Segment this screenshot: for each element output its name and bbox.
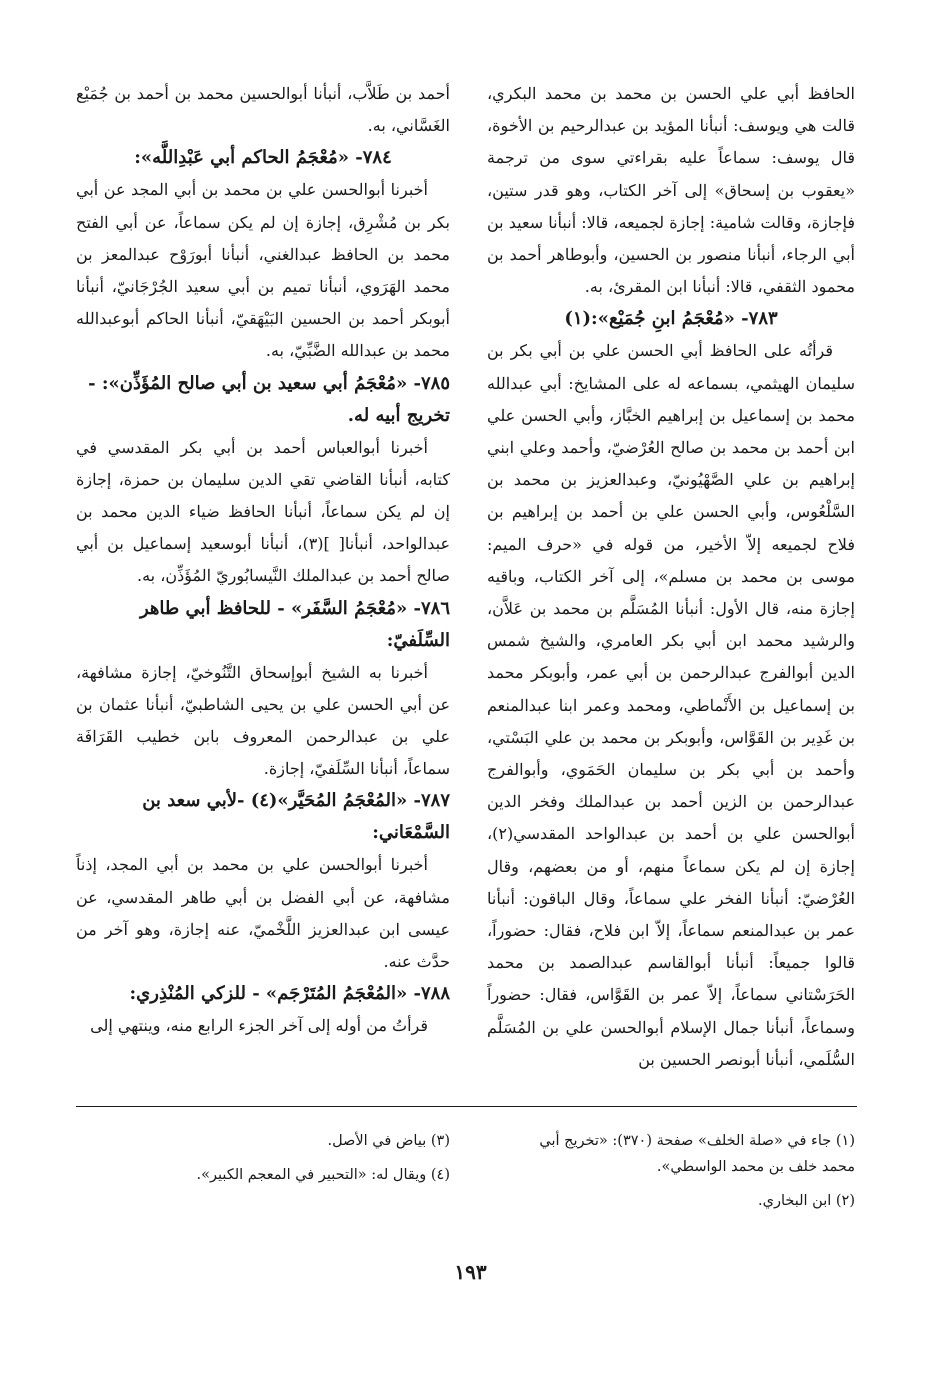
footnote-3: (٣) بياض في الأصل. (327, 1133, 450, 1149)
right-column (487, 78, 855, 1076)
entry-heading-787: ٧٨٧- «المُعْجَمُ المُحَيَّر»(٤) -لأبي سعد بن السَّمْعَاني: (142, 790, 450, 844)
footnote-4: (٤) ويقال له: «التحبير في المعجم الكبير». (196, 1167, 450, 1183)
entry-heading-786: ٧٨٦- «مُعْجَمُ السَّفَر» - للحافظ أبي طاهر السِّلَفيّ: (139, 597, 450, 651)
page-number: ١٩٣ (454, 1260, 487, 1284)
entry-heading-784: ٧٨٤- «مُعْجَمُ الحاكم أبي عَبْدِاللَّه»: (134, 147, 392, 169)
entry-heading-788: ٧٨٨- «المُعْجَمُ المُتَرْجَم» - للزكي المُنْذِري: (129, 983, 450, 1005)
paragraph: أحمد بن طَلاَّب، أنبأنا أبوالحسين محمد بن أحمد بن جُمَيْع الغَسَّاني، به. (76, 84, 450, 136)
paragraph: أخبرنا أبوالعباس أحمد بن أبي بكر المقدسي في كتابه، أنبأنا القاضي تقي الدين سليمان بن حمزة، إجازة إن لم يكن سماعاً، أنبأنا الحافظ ضياء الدين محمد بن عبدالواحد، أنبأنا[ ](٣)، أنبأنا أبوسعيد إسماعيل بن أبي صالح أحمد بن عبدالملك النَّيسابُوريّ المُؤَذِّن، به. (76, 437, 450, 586)
paragraph: أخبرنا أبوالحسن علي بن محمد بن أبي المجد عن أبي بكر بن مُشْرِق، إجازة إن لم يكن سماعاً، عن أبي الفتح محمد بن الحافظ عبدالغني، أنبأنا أبورَوْح عبدالمعز بن محمد الهَرَوي، أنبأنا تميم بن أبي سعيد الجُرْجَانيّ، أنبأنا أبوبكر أحمد بن الحسين البَيْهَقيّ، أنبأنا الحاكم أبوعبدالله محمد بن عبدالله الضَّبِّيّ، به. (76, 180, 450, 361)
left-column (76, 78, 450, 1042)
paragraph: أخبرنا أبوالحسن علي بن محمد بن أبي المجد، إذناً مشافهة، عن أبي الفضل بن أبي طاهر المقدسي، عن عيسى ابن عبدالعزيز اللَّخْميّ، عنه إجازة، وهو آخر من حدَّث عنه. (76, 855, 450, 972)
entry-heading-783: ٧٨٣- «مُعْجَمُ ابنِ جُمَيْع»:(١) (564, 308, 778, 330)
footnote-1: (١) جاء في «صلة الخلف» صفحة (٣٧٠): «تخريج أبي محمد خلف بن محمد الواسطي». (539, 1133, 855, 1175)
footnotes-left (150, 1128, 450, 1196)
paragraph: قرأتُ من أوله إلى آخر الجزء الرابع منه، وينتهي إلى (90, 1016, 428, 1036)
entry-heading-785: ٧٨٥- «مُعْجَمُ أبي سعيد بن أبي صالح المُؤَذِّن»: - تخريج أبيه له. (88, 372, 450, 426)
paragraph: أخبرنا به الشيخ أبوإسحاق التَّنُوخيّ، إجازة مشافهة، عن أبي الحسن علي بن يحيى الشاطبيّ، أنبأنا عثمان بن علي بن عبدالرحمن المعروف بابن خطيب القَرَافَة سماعاً، أنبأنا السِّلَفيّ، إجازة. (76, 662, 450, 779)
footnote-2: (٢) ابن البخاري. (757, 1193, 855, 1209)
footnotes-right (505, 1128, 855, 1222)
paragraph: قرأتُه على الحافظ أبي الحسن علي بن أبي بكر بن سليمان الهيثمي، بسماعه له على المشايخ: أبي عبدالله محمد بن إسماعيل بن إبراهيم الخبَّاز، وأبي الحسن علي ابن أحمد بن محمد بن صالح العُرْضيّ، وأحمد وعلي ابني إبراهيم بن علي الصَّهْيُونيّ، وعبدالعزيز بن محمد بن السَّلْعُوس، وأبي الحسن علي بن أحمد بن إبراهيم بن فلاح لجميعه إلاّ الأخير، من قوله في «حرف الميم: موسى بن محمد بن مسلم»، إلى آخر الكتاب، وباقيه إجازة منه، قال الأول: أنبأنا المُسَلَّم بن محمد بن عَلاَّن، والرشيد محمد ابن أبي بكر العامري، والشيخ شمس الدين أبوالفرج عبدالرحمن بن أبي عمر، وأبوبكر محمد بن إسماعيل بن الأَنْماطي، ومحمد وعمر ابنا عبدالمنعم بن غَدِير بن القَوَّاس، وأبوبكر بن محمد بن علي البَسْتي، وأحمد بن أبي بكر بن سليمان الحَمَوي، وأبوالفرج عبدالرحمن بن الزين أحمد بن عبدالملك وفخر الدين أبوالحسن علي بن أحمد بن عبدالواحد المقدسي(٢)، إجازة إن لم يكن سماعاً منهم، أو من بعضهم، وقال العُرْضيّ: أنبأنا الفخر علي سماعاً، وقال الباقون: أنبأنا عمر بن عبدالمنعم سماعاً، إلاّ ابن فلاح، فقال: حضوراً، قالوا جميعاً: أنبأنا أبوالقاسم عبدالصمد بن محمد الحَرَسْتاني سماعاً، إلاّ عمر بن القَوَّاس، فقال: حضوراً وسماعاً، أنبأنا جمال الإسلام أبوالحسن علي بن المُسَلَّم السُّلَمي، أنبأنا أبونصر الحسين بن (487, 341, 856, 1069)
paragraph: الحافظ أبي علي الحسن بن محمد بن محمد البكري، قالت هي ويوسف: أنبأنا المؤيد بن عبدالرحيم بن الأخوة، قال يوسف: سماعاً عليه بقراءتي سوى من ترجمة «يعقوب بن إسحاق» إلى آخر الكتاب، وهو قدر ستين، فإجازة، وقالت شامية: إجازة لجميعه، قالا: أنبأنا سعيد بن أبي الرجاء، أنبأنا منصور بن الحسين، وأبوطاهر أحمد بن محمود الثقفي، قالا: أنبأنا ابن المقرئ، به. (487, 84, 855, 297)
footnote-divider (76, 1106, 857, 1107)
